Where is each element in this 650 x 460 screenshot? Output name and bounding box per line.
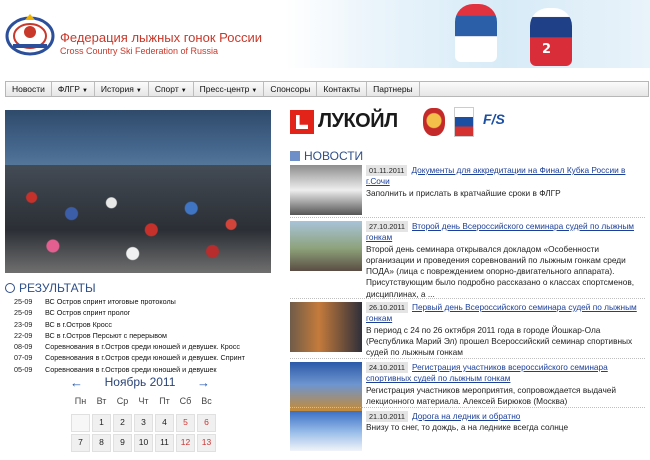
- news-date: 26.10.2011: [366, 302, 408, 313]
- news-summary: Регистрация участников мероприятия, сопровождается выдачей лекционного материала. Алексей Бирюков (Москва): [366, 384, 617, 406]
- weekday-label: Пн: [74, 396, 87, 406]
- calendar-day[interactable]: 5: [176, 414, 195, 432]
- calendar-grid: [70, 393, 217, 453]
- calendar-day[interactable]: 13: [197, 434, 216, 452]
- olympic-committee-icon[interactable]: [454, 107, 474, 137]
- nav-contacts[interactable]: Контакты: [317, 82, 367, 96]
- nav-history[interactable]: История ▼: [95, 82, 149, 96]
- divider: [290, 407, 645, 408]
- news-title-link[interactable]: Первый день Всероссийского семинара судей по лыжным гонкам: [366, 302, 637, 324]
- site-header: [0, 0, 650, 80]
- news-title-link[interactable]: Регистрация участников всероссийского семинара спортивных судей по лыжным гонкам: [366, 362, 608, 384]
- nav-sport[interactable]: Спорт ▼: [149, 82, 194, 96]
- news-thumbnail[interactable]: [290, 362, 362, 412]
- weekday-label: Чт: [138, 396, 149, 406]
- bib-number: 8: [468, 38, 478, 53]
- news-thumbnail[interactable]: [290, 221, 362, 271]
- nav-sponsors[interactable]: Спонсоры: [264, 82, 317, 96]
- calendar-day[interactable]: 4: [155, 414, 174, 432]
- calendar-day[interactable]: 2: [113, 414, 132, 432]
- list-item[interactable]: 25-09 ВС Остров спринт пролог: [14, 308, 131, 318]
- calendar-day[interactable]: 7: [71, 434, 90, 452]
- fis-logo[interactable]: F/S: [483, 111, 505, 127]
- calendar-day[interactable]: 6: [197, 414, 216, 432]
- calendar-day[interactable]: 1: [92, 414, 111, 432]
- skier-image: [455, 4, 497, 62]
- news-date: 21.10.2011: [366, 411, 408, 422]
- org-name-en: Cross Country Ski Federation of Russia: [60, 46, 219, 56]
- caret-down-icon: ▼: [251, 88, 258, 94]
- news-title-link[interactable]: Дорога на ледник и обратно: [411, 411, 521, 421]
- calendar-day[interactable]: 12: [176, 434, 195, 452]
- crowd-image: [5, 165, 271, 273]
- calendar-day[interactable]: 9: [113, 434, 132, 452]
- nav-partners[interactable]: Партнеры: [367, 82, 420, 96]
- calendar-header: [70, 373, 210, 391]
- caret-down-icon: ▼: [81, 88, 88, 94]
- divider: [290, 217, 645, 218]
- header-banner: [285, 0, 650, 68]
- news-summary: Внизу то снег, то дождь, а на леднике всегда солнце: [366, 422, 569, 433]
- weekday-label: Сб: [179, 396, 192, 406]
- next-month-icon[interactable]: →: [197, 374, 210, 390]
- calendar-day[interactable]: 8: [92, 434, 111, 452]
- news-title-link[interactable]: Документы для аккредитации на Финал Кубка России в г.Сочи: [366, 165, 626, 187]
- weekday-label: Вс: [201, 396, 212, 406]
- news-title-link[interactable]: Второй день Всероссийского семинара судей по лыжным гонкам: [366, 221, 635, 243]
- calendar-day[interactable]: 10: [134, 434, 153, 452]
- caret-down-icon: ▼: [180, 88, 187, 94]
- list-item[interactable]: 07-09 Соревнования в г.Остров среди юношей и девушек. Спринт: [14, 353, 245, 363]
- news-date: 24.10.2011: [366, 362, 408, 373]
- news-thumbnail[interactable]: [290, 165, 362, 215]
- list-item[interactable]: 05-09 Соревнования в г.Остров среди юношей и девушек: [14, 364, 217, 374]
- news-summary: Второй день семинара открывался докладом «Особенности организации и проведения соревнований по лыжным гонкам среди ПОДА» (лица с повреждением опорно-двигательного аппарата). Присутствующим было подробно рассказано о классах спортсменов, дисциплинах, а ...: [366, 243, 635, 299]
- news-heading: НОВОСТИ: [290, 149, 363, 163]
- prev-month-icon[interactable]: ←: [70, 374, 83, 390]
- bib-number: 2: [542, 42, 552, 57]
- federation-logo[interactable]: [5, 10, 55, 58]
- nav-flgr[interactable]: ФЛГР ▼: [52, 82, 95, 96]
- clock-icon: [5, 283, 15, 293]
- results-list: [14, 296, 274, 375]
- list-item[interactable]: 25-09 ВС Остров спринт итоговые протоколы: [14, 297, 176, 306]
- nav-news[interactable]: Новости: [6, 82, 52, 96]
- main-nav: [5, 81, 649, 97]
- calendar-icon: [290, 151, 300, 161]
- weekday-label: Пт: [159, 396, 170, 406]
- news-date: 01.11.2011: [366, 165, 407, 176]
- lukoil-logo[interactable]: ЛУКОЙЛ: [318, 110, 398, 132]
- caret-down-icon: ▼: [135, 88, 142, 94]
- sponsor-strip: [290, 102, 530, 142]
- nav-press-center[interactable]: Пресс-центр ▼: [194, 82, 265, 96]
- news-summary: В период с 24 по 26 октября 2011 года в городе Йошкар-Ола (Республика Марий Эл) прошел Всероссийский семинар спортивных судей по лыжным гонкам: [366, 324, 633, 358]
- list-item[interactable]: 22-09 ВС в г.Остров Персьют с перерывом: [14, 330, 167, 340]
- news-thumbnail[interactable]: [290, 302, 362, 352]
- news-thumbnail[interactable]: [290, 411, 362, 451]
- org-name-ru: Федерация лыжных гонок России: [60, 30, 262, 45]
- russia-emblem-icon[interactable]: [423, 108, 445, 136]
- news-date: 27.10.2011: [366, 221, 408, 232]
- results-heading: РЕЗУЛЬТАТЫ: [5, 281, 96, 295]
- divider: [290, 298, 645, 299]
- list-item[interactable]: 23-09 ВС в г.Остров Кросс: [14, 319, 112, 329]
- weekday-label: Ср: [116, 396, 129, 406]
- calendar-day[interactable]: 3: [134, 414, 153, 432]
- calendar-month: Ноябрь 2011: [104, 375, 176, 389]
- group-photo[interactable]: [5, 110, 271, 273]
- lukoil-logo-icon[interactable]: [290, 110, 314, 134]
- calendar-day: [71, 414, 90, 432]
- news-summary: Заполнить и прислать в кратчайшие сроки в ФЛГР: [366, 187, 561, 198]
- calendar-day[interactable]: 11: [155, 434, 174, 452]
- divider: [290, 358, 645, 359]
- list-item[interactable]: 08-09 Соревнования в г.Остров среди юношей и девушек. Кросс: [14, 342, 240, 352]
- weekday-label: Вт: [96, 396, 107, 406]
- skier-image: [530, 8, 572, 66]
